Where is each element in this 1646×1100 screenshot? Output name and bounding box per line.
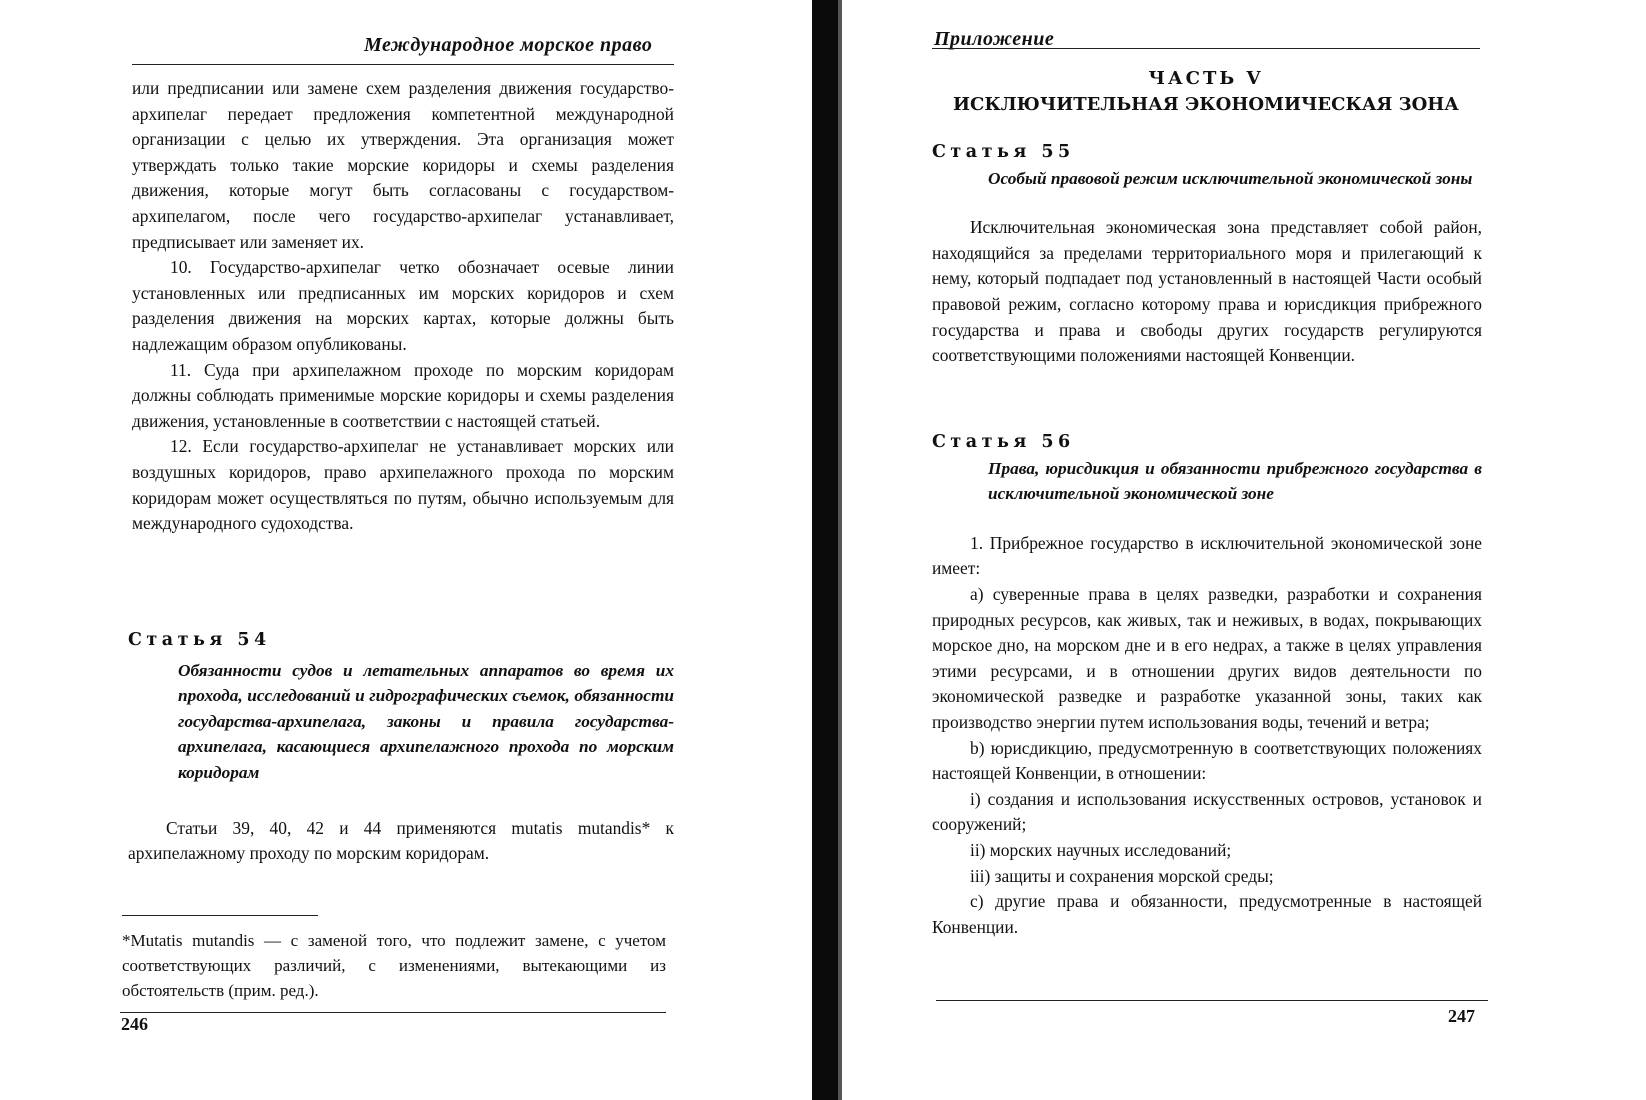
article-56-item-b: b) юрисдикцию, предусмотренную в соответствующих положениях настоящей Конвенции, в отношении: — [932, 737, 1482, 784]
article-54-text: Статьи 39, 40, 42 и 44 применяются mutatis mutandis* к архипелажному проходу по морским коридорам. — [128, 817, 674, 864]
part-heading — [932, 66, 1480, 118]
article-55-title: Особый правовой режим исключительной экономической зоны — [988, 168, 1473, 188]
article-56 — [932, 430, 1482, 940]
running-head-left: Международное морское право — [364, 34, 653, 56]
article-56-paragraph-1: 1. Прибрежное государство в исключительной экономической зоне имеет: — [932, 532, 1482, 579]
article-56-item-i: i) создания и использования искусственных островов, установок и сооружений; — [932, 788, 1482, 835]
page-number-left: 246 — [121, 1014, 148, 1034]
paragraph-11: 11. Суда при архипелажном проходе по морским коридорам должны соблюдать применимые морские коридоры и схемы разделения движения, установленные в соответствии с настоящей статьей. — [132, 359, 674, 431]
article-56-title: Права, юрисдикция и обязанности прибрежного государства в исключительной экономической зоне — [988, 458, 1482, 504]
article-56-item-a: a) суверенные права в целях разведки, разработки и сохранения природных ресурсов, как живых, так и неживых, в водах, покрывающих морское дно, на морском дне и в его недрах, а также в целях управления этими ресурсами, и в отношении других видов деятельности по экономической разведке и разработке указанной зоны, таких как производство энергии путем использования воды, течений и ветра; — [932, 583, 1482, 732]
part-title: ИСКЛЮЧИТЕЛЬНАЯ ЭКОНОМИЧЕСКАЯ ЗОНА — [953, 94, 1459, 115]
right-page — [820, 0, 1646, 1100]
footnote-rule — [122, 915, 318, 916]
header-rule-left — [132, 64, 674, 65]
paragraph-10: 10. Государство-архипелаг четко обозначает осевые линии установленных или предписанных им морских коридоров и схем разделения движения на морских картах, которые должны быть надлежащим образом опубликованы. — [132, 257, 674, 354]
article-55-text: Исключительная экономическая зона представляет собой район, находящийся за пределами территориального моря и прилегающий к нему, который подпадает под установленный в настоящей Части особый правовой режим, согласно которому права и юрисдикция прибрежного государства и права и свободы других государств регулируются соответствующими положениями настоящей Конвенции. — [932, 217, 1482, 366]
article-56-item-iii: iii) защиты и сохранения морской среды; — [970, 865, 1274, 886]
article-56-item-c: c) другие права и обязанности, предусмотренные в настоящей Конвенции. — [932, 891, 1482, 937]
paragraph-continuation: или предписании или замене схем разделения движения государство-архипелаг передает предложения компетентной международной организации с целью их утверждения. Эта организация может утверждать только такие морские коридоры и схемы разделения движения, которые могут быть согласованы с государством-архипелагом, после чего государство-архипелаг устанавливает, предписывает или заменяет их. — [132, 78, 674, 252]
article-54 — [128, 628, 674, 867]
left-page — [0, 0, 800, 1100]
article-54-number: Статья 54 — [128, 630, 271, 650]
left-body — [132, 76, 674, 537]
footnote-text: *Mutatis mutandis — с заменой того, что подлежит замене, с учетом соответствующих различий, с изменениями, вытекающими из обстоятельств (прим. ред.). — [122, 931, 666, 1000]
part-number: ЧАСТЬ V — [1148, 68, 1264, 89]
footer-rule-right — [936, 1000, 1488, 1001]
article-55 — [932, 140, 1482, 369]
running-head-right: Приложение — [934, 28, 1055, 50]
paragraph-12: 12. Если государство-архипелаг не устанавливает морских или воздушных коридоров, право архипелажного прохода по морским коридорам может осуществляться по путям, обычно используемым для международного судоходства. — [132, 436, 674, 534]
article-56-number: Статья 56 — [932, 432, 1075, 452]
footnote — [122, 928, 666, 1003]
footer-rule-left — [120, 1012, 666, 1013]
header-rule-right — [932, 48, 1480, 49]
article-54-title: Обязанности судов и летательных аппаратов во время их прохода, исследований и гидрографических съемок, обязанности государства-архипелага, законы и правила государства- архипелага, касающиеся архипелажного прохода по морским коридорам — [178, 660, 674, 782]
article-56-item-ii: ii) морских научных исследований; — [970, 839, 1232, 860]
article-55-number: Статья 55 — [932, 142, 1075, 162]
page-number-right: 247 — [1448, 1006, 1475, 1026]
